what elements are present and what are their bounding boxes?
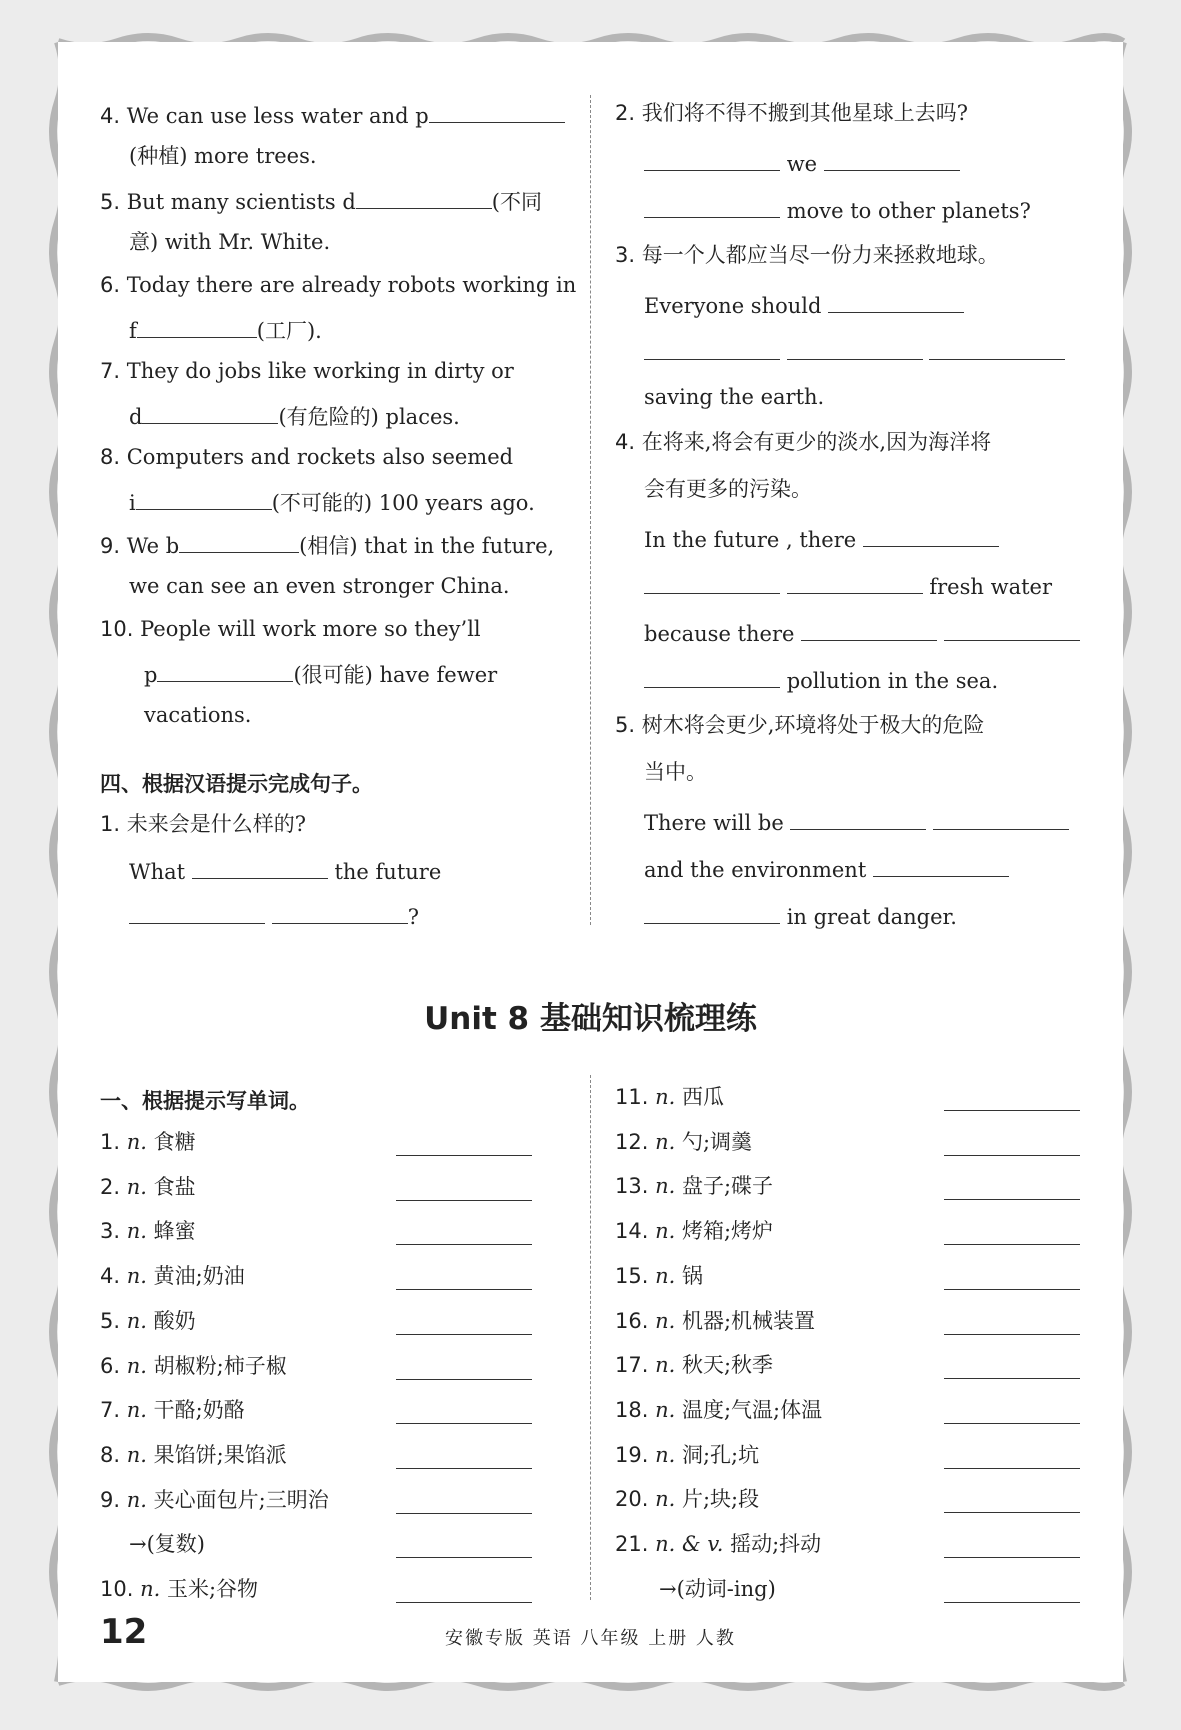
- vocab-meaning: 摇动;抖动: [730, 1532, 822, 1556]
- part-of-speech: n.: [126, 1130, 147, 1154]
- vocab-item: [615, 1216, 773, 1246]
- vocab-item: [615, 1440, 759, 1470]
- answer-line[interactable]: [396, 1154, 532, 1156]
- s4-q2-cn: 2. 我们将不得不搬到其他星球上去吗?: [615, 101, 968, 125]
- part-of-speech: n.: [126, 1442, 147, 1467]
- part-of-speech: n.: [140, 1577, 161, 1601]
- vocab-item: [615, 1171, 773, 1201]
- vocab-number: 5.: [100, 1308, 121, 1333]
- vocab-meaning: 秋天;秋季: [681, 1353, 774, 1378]
- answer-blank[interactable]: [142, 399, 278, 424]
- vocab-meaning: 干酪;奶酪: [153, 1398, 245, 1423]
- part-of-speech: n.: [655, 1219, 676, 1244]
- answer-line[interactable]: [396, 1333, 532, 1335]
- s4-q2-en2: move to other planets?: [644, 193, 1031, 226]
- q8-line1: 8. Computers and rockets also seemed: [100, 445, 514, 469]
- vocab-item: [615, 1127, 752, 1157]
- vocab-meaning: 盘子;碟子: [681, 1174, 774, 1199]
- answer-line[interactable]: [944, 1511, 1080, 1513]
- part-of-speech: n.: [126, 1174, 147, 1199]
- vocab-number: 1.: [100, 1130, 121, 1154]
- vocab-number: 18.: [615, 1397, 649, 1422]
- vocab-number: 21.: [615, 1532, 649, 1556]
- answer-line[interactable]: [944, 1243, 1080, 1245]
- answer-blank[interactable]: [179, 528, 299, 553]
- vocab-item: [100, 1574, 258, 1604]
- answer-line[interactable]: [396, 1467, 532, 1469]
- answer-blank[interactable]: [863, 522, 999, 547]
- vocab-item: [100, 1216, 196, 1246]
- part-of-speech: n.: [655, 1129, 676, 1154]
- vocab-number: 10.: [100, 1577, 134, 1601]
- vocab-meaning: 烤箱;烤炉: [681, 1219, 774, 1244]
- answer-blank[interactable]: [137, 313, 257, 338]
- part-of-speech: n.: [655, 1085, 676, 1109]
- answer-line[interactable]: [396, 1601, 532, 1603]
- part-of-speech: n.: [655, 1308, 676, 1333]
- s4-q4-en3: because there: [644, 616, 1080, 649]
- part-of-speech: n.: [655, 1397, 676, 1422]
- answer-blank[interactable]: [801, 616, 937, 641]
- unit-title: Unit 8 基础知识梳理练: [424, 1001, 757, 1037]
- answer-line[interactable]: [944, 1288, 1080, 1290]
- vocab-meaning: 玉米;谷物: [166, 1577, 259, 1601]
- answer-blank[interactable]: [136, 485, 272, 510]
- vocab-number: 20.: [615, 1487, 649, 1512]
- s4-q4-en2: fresh water: [644, 569, 1052, 602]
- s4-q5-cn1: 5. 树木将会更少,环境将处于极大的危险: [615, 713, 985, 737]
- part-of-speech: n.: [655, 1442, 676, 1467]
- vocab-meaning: 蜂蜜: [153, 1219, 196, 1244]
- vocab-item: [615, 1484, 759, 1514]
- s4-q4-cn2: 会有更多的污染。: [644, 477, 812, 501]
- part-of-speech: n.: [126, 1219, 147, 1244]
- vocab-item: [100, 1440, 287, 1470]
- vocab-meaning: →(动词-ing): [659, 1576, 776, 1601]
- vocab-item: [100, 1351, 287, 1381]
- vocab-meaning: 片;块;段: [681, 1487, 760, 1512]
- vocab-meaning: 食盐: [153, 1174, 196, 1199]
- answer-blank[interactable]: [157, 657, 293, 682]
- answer-blank[interactable]: [272, 899, 408, 924]
- vocab-item: [100, 1261, 245, 1291]
- vocab-meaning: 胡椒粉;柿子椒: [153, 1353, 287, 1378]
- part-of-speech: n.: [126, 1264, 147, 1289]
- answer-blank[interactable]: [129, 899, 265, 924]
- q10-line3: vacations.: [144, 703, 252, 727]
- part-of-speech: n.: [126, 1487, 147, 1512]
- answer-line[interactable]: [944, 1333, 1080, 1335]
- vocab-item: [615, 1395, 822, 1425]
- vocab-item: [100, 1485, 329, 1515]
- part-of-speech: n.: [126, 1353, 147, 1378]
- answer-blank[interactable]: [644, 569, 780, 594]
- vocab-number: 19.: [615, 1442, 649, 1467]
- vocab-number: 9.: [100, 1487, 121, 1512]
- answer-line[interactable]: [396, 1556, 532, 1558]
- s4-q5-en1: There will be: [644, 805, 1069, 838]
- q8-line2: i (不可能的) 100 years ago.: [129, 485, 535, 518]
- answer-line[interactable]: [944, 1422, 1080, 1424]
- vocab-item: [100, 1127, 196, 1157]
- q9-line1: 9. We b (相信) that in the future,: [100, 528, 554, 561]
- answer-blank[interactable]: [929, 335, 1065, 360]
- vocab-number: 4.: [100, 1264, 121, 1289]
- answer-blank[interactable]: [192, 854, 328, 879]
- section4-heading: 四、根据汉语提示完成句子。: [100, 772, 373, 796]
- s4-q5-en2: and the environment: [644, 852, 1009, 885]
- vocab-meaning: 锅: [681, 1263, 703, 1288]
- vocab-number: 14.: [615, 1219, 649, 1244]
- s4-q3-en3: saving the earth.: [644, 385, 825, 409]
- answer-blank[interactable]: [644, 899, 780, 924]
- q6-line2: f (工厂).: [129, 313, 322, 346]
- vocab-item: [615, 1306, 815, 1336]
- s4-q4-cn1: 4. 在将来,将会有更少的淡水,因为海洋将: [615, 430, 992, 454]
- answer-blank[interactable]: [787, 335, 923, 360]
- answer-line[interactable]: [396, 1199, 532, 1201]
- answer-line[interactable]: [944, 1154, 1080, 1156]
- vocab-item: [615, 1261, 703, 1291]
- answer-line[interactable]: [944, 1198, 1080, 1200]
- answer-line[interactable]: [944, 1556, 1080, 1558]
- part-of-speech: n.: [126, 1308, 147, 1333]
- answer-line[interactable]: [944, 1377, 1080, 1379]
- page-number: 12: [100, 1612, 148, 1652]
- q10-line1: 10. People will work more so they’ll: [100, 617, 481, 641]
- vocab-item: [100, 1172, 196, 1202]
- answer-line[interactable]: [396, 1243, 532, 1245]
- q6-line1: 6. Today there are already robots working in: [100, 273, 577, 297]
- answer-line[interactable]: [944, 1601, 1080, 1603]
- vocab-meaning: 果馅饼;果馅派: [153, 1442, 287, 1467]
- answer-blank[interactable]: [944, 616, 1080, 641]
- footer-text: 安徽专版 英语 八年级 上册 人教: [445, 1628, 736, 1649]
- s4-q3-en1: Everyone should: [644, 288, 964, 321]
- part-of-speech: n.: [126, 1398, 147, 1423]
- q5-line2: 意) with Mr. White.: [129, 230, 331, 254]
- q9-line2: we can see an even stronger China.: [129, 574, 510, 598]
- answer-blank[interactable]: [644, 146, 780, 171]
- q7-line2: d (有危险的) places.: [129, 399, 460, 432]
- s4-q1-cn: 1. 未来会是什么样的?: [100, 812, 306, 836]
- vocab-item: [659, 1574, 776, 1604]
- vocab-number: 2.: [100, 1174, 121, 1199]
- vocab-meaning: 机器;机械装置: [681, 1308, 816, 1333]
- answer-blank[interactable]: [873, 852, 1009, 877]
- q4-line2: (种植) more trees.: [129, 144, 317, 168]
- q4-line1: 4. We can use less water and p: [100, 98, 565, 131]
- answer-blank[interactable]: [933, 805, 1069, 830]
- vocab-number: 6.: [100, 1353, 121, 1378]
- vocab-item: [129, 1529, 205, 1559]
- vocab-number: 3.: [100, 1219, 121, 1244]
- answer-line[interactable]: [396, 1378, 532, 1380]
- vocab-meaning: →(复数): [129, 1532, 205, 1557]
- answer-blank[interactable]: [824, 146, 960, 171]
- answer-line[interactable]: [396, 1422, 532, 1424]
- section1-heading: 一、根据提示写单词。: [100, 1089, 310, 1113]
- s4-q1-en2: ?: [129, 899, 419, 932]
- s4-q3-cn: 3. 每一个人都应当尽一份力来拯救地球。: [615, 243, 999, 267]
- s4-q1-en1: What the future: [129, 854, 441, 887]
- vocab-number: 16.: [615, 1308, 649, 1333]
- vocab-item: [615, 1529, 821, 1559]
- vocab-item: [100, 1306, 196, 1336]
- s4-q4-en1: In the future , there: [644, 522, 999, 555]
- vocab-meaning: 黄油;奶油: [153, 1264, 245, 1289]
- answer-line[interactable]: [944, 1109, 1080, 1111]
- vocab-meaning: 勺;调羹: [681, 1129, 753, 1154]
- vocab-number: 12.: [615, 1129, 649, 1154]
- s4-q5-en3: in great danger.: [644, 899, 957, 932]
- part-of-speech: n.: [655, 1263, 676, 1288]
- answer-blank[interactable]: [828, 288, 964, 313]
- s4-q4-en4: pollution in the sea.: [644, 663, 998, 696]
- top-column-divider: [590, 95, 591, 925]
- answer-blank[interactable]: [787, 569, 923, 594]
- vocab-meaning: 夹心面包片;三明治: [153, 1487, 329, 1512]
- s4-q3-en2: [644, 335, 1065, 368]
- answer-blank[interactable]: [644, 335, 780, 360]
- s4-q5-cn2: 当中。: [644, 760, 707, 784]
- vocab-number: 8.: [100, 1442, 121, 1467]
- q5-line1: 5. But many scientists d (不同: [100, 184, 542, 217]
- answer-blank[interactable]: [644, 663, 780, 688]
- part-of-speech: n.: [655, 1353, 676, 1378]
- answer-line[interactable]: [396, 1512, 532, 1514]
- vocab-number: 13.: [615, 1174, 649, 1199]
- vocab-meaning: 西瓜: [681, 1085, 724, 1109]
- q10-line2: p (很可能) have fewer: [144, 657, 497, 690]
- vocab-item: [615, 1082, 724, 1112]
- answer-line[interactable]: [944, 1467, 1080, 1469]
- part-of-speech: n. & v.: [655, 1532, 724, 1556]
- answer-blank[interactable]: [644, 193, 780, 218]
- q7-line1: 7. They do jobs like working in dirty or: [100, 359, 514, 383]
- vocab-number: 15.: [615, 1263, 649, 1288]
- vocab-meaning: 洞;孔;坑: [681, 1442, 760, 1467]
- bottom-column-divider: [590, 1075, 591, 1600]
- vocab-number: 11.: [615, 1085, 649, 1109]
- vocab-meaning: 酸奶: [153, 1308, 196, 1333]
- vocab-item: [615, 1350, 773, 1380]
- answer-blank[interactable]: [790, 805, 926, 830]
- part-of-speech: n.: [655, 1487, 676, 1512]
- vocab-item: [100, 1395, 245, 1425]
- vocab-number: 7.: [100, 1398, 121, 1423]
- answer-blank[interactable]: [356, 184, 492, 209]
- vocab-meaning: 食糖: [153, 1130, 196, 1154]
- part-of-speech: n.: [655, 1174, 676, 1199]
- vocab-meaning: 温度;气温;体温: [681, 1397, 823, 1422]
- answer-blank[interactable]: [429, 98, 565, 123]
- vocab-number: 17.: [615, 1353, 649, 1378]
- answer-line[interactable]: [396, 1288, 532, 1290]
- s4-q2-en1: we: [644, 146, 960, 179]
